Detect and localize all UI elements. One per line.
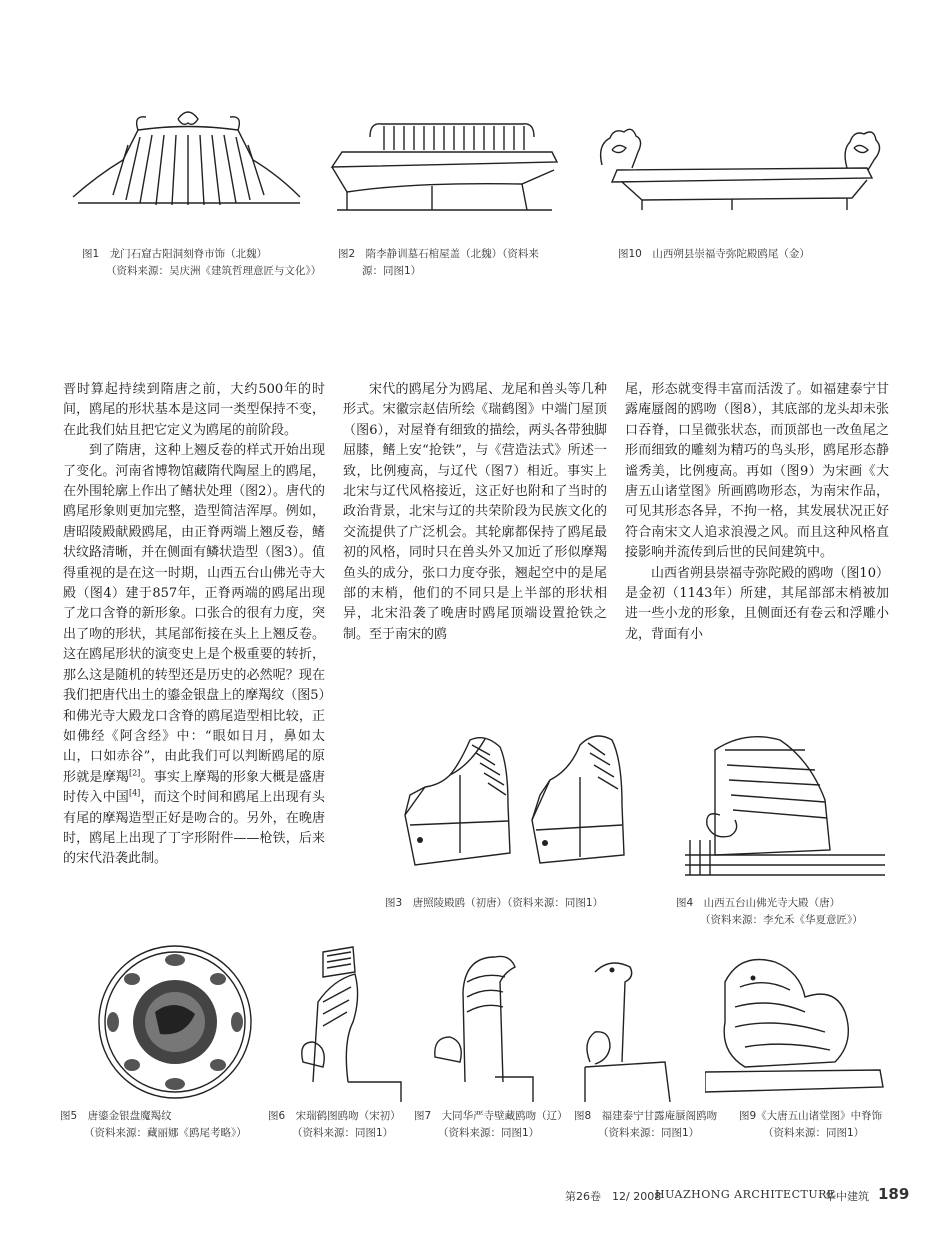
- figure-9-drawing: [705, 942, 885, 1102]
- figure-8-source: （资料来源：同图1）: [598, 1127, 700, 1139]
- page-number: 189: [878, 1185, 910, 1203]
- figure-3-title: 图3 唐照陵殿鸥（初唐）（资料来源：同图1）: [385, 897, 604, 909]
- figure-6: [293, 942, 403, 1102]
- figure-1-caption: [82, 246, 322, 280]
- paragraph-text: 。事实上摩羯的形象大概是盛唐时传入中国: [63, 769, 325, 806]
- figure-5-source: （资料来源：藏丽娜《鸥尾考略》）: [84, 1127, 247, 1139]
- figure-9: [705, 942, 885, 1102]
- figure-2-caption: [338, 246, 578, 280]
- paragraph: [63, 441, 325, 870]
- figure-9-caption: [739, 1108, 919, 1142]
- figure-6-source: （资料来源：同图1）: [292, 1127, 394, 1139]
- figure-4-title: 图4 山西五台山佛光寺大殿（唐）: [676, 897, 841, 909]
- figure-4-source: （资料来源：李允禾《华夏意匠》）: [700, 914, 863, 926]
- figure-2-title: 图2 隋李静训墓石棺屋盖（北魏）（资料来: [338, 248, 539, 260]
- figure-8-title: 图8 福建泰宁甘露庵蜃阁鸥吻: [574, 1110, 718, 1122]
- figure-5-title: 图5 唐鎏金银盘魔羯纹: [60, 1110, 172, 1122]
- figure-3: [400, 725, 640, 875]
- figure-4-drawing: [685, 730, 885, 880]
- reference-mark: [4]: [128, 788, 141, 798]
- figure-10: [592, 120, 887, 210]
- figure-7-caption: [414, 1108, 574, 1142]
- figure-7-title: 图7 大同华严寺壁藏鸥吻（辽）: [414, 1110, 568, 1122]
- footer-volume: 第26卷 12/ 2008: [565, 1190, 662, 1203]
- figure-2-drawing: [322, 112, 562, 217]
- figure-7: [425, 942, 535, 1102]
- figure-1-source: （资料来源：吴庆洲《建筑哲理意匠与文化》）: [106, 265, 322, 277]
- figure-8-drawing: [580, 952, 690, 1102]
- paragraph: 晋时算起持续到隋唐之前，大约500年的时间，鸥尾的形状基本是这同一类型保持不变，在此我们姑且把它定义为鸥尾的前阶段。: [63, 382, 325, 438]
- paragraph-text: 到了隋唐，这种上翘反卷的样式开始出现了变化。河南省博物馆藏隋代陶屋上的鸥尾，在外围轮廓上作出了鳍状处理（图2）。唐代的鸥尾形象则更加完整，造型简洁浑厚。例如，唐昭陵殿献殿鸥尾，由正脊两端上翘反卷，鳍状纹路清晰，并在侧面有鳞状造型（图3）。值得重视的是在这一时期，山西五台山佛光寺大殿（图4）建于857年，正脊两端的鸥尾出现了龙口含脊的新形象。口张合的很有力度，突出了吻的形状，其尾部衔接在头上上翘反卷。这在鸥尾形状的演变史上是个极重要的转折，那么这是随机的转型还是历史的必然呢？现在我们把唐代出土的鎏金银盘上的摩羯纹（图5）和佛光寺大殿龙口含脊的鸥尾造型相比较，正如佛经《阿含经》中：“眼如日月，鼻如太山，口如赤谷”，由此我们可以判断鸥尾的原形就是摩羯: [63, 443, 325, 785]
- paragraph-text: ，而这个时间和鸥尾上出现有头有尾的摩羯造型正好是吻合的。另外，在晚唐时，鸥尾上出现了丁字形附件——枪铁，后来的宋代沿袭此制。: [63, 790, 325, 867]
- figure-10-caption: [618, 246, 878, 263]
- figure-7-source: （资料来源：同图1）: [438, 1127, 540, 1139]
- figure-8: [580, 952, 690, 1102]
- figure-9-title: 图9《大唐五山诸堂图》中脊饰: [739, 1110, 883, 1122]
- footer-journal-name: HUAZHONG ARCHITECTURE: [655, 1188, 836, 1201]
- figure-10-drawing: [592, 120, 887, 210]
- figure-2: [322, 112, 562, 217]
- figure-8-caption: [574, 1108, 739, 1142]
- figure-9-source: （资料来源：同图1）: [763, 1127, 865, 1139]
- figure-4: [685, 730, 885, 880]
- reference-mark: [2]: [128, 768, 141, 778]
- paragraph: 宋代的鸥尾分为鸥尾、龙尾和兽头等几种形式。宋徽宗赵佶所绘《瑞鹤图》中端门屋顶（图6），对屋脊有细致的描绘，两头各带独脚屈膝，鳍上安“抢铁”，与《营造法式》所述一致，比例瘦高，与辽代（图7）相近。事实上北宋与辽代风格接近，这正好也附和了当时的政治背景，北宋与辽的共荣阶段为民族文化的交流提供了广泛机会。其轮廓都保持了鸥尾最初的风格，同时只在兽头外又加近了形似摩羯鱼头的成分，张口力度夺张，翘起空中的是尾部的末梢，他们的不同只是上半部的形状相异，北宋沿袭了晚唐时鸥尾顶端设置抢铁之制。至于南宋的鸥: [343, 382, 607, 642]
- page-footer: [0, 1180, 950, 1210]
- paragraph: 山西省朔县崇福寺弥陀殿的鸥吻（图10）是金初（1143年）所建，其尾部部末梢被加进一些小龙的形象，且侧面还有卷云和浮雕小龙，背面有小: [625, 565, 889, 642]
- figure-5-caption: [60, 1108, 275, 1142]
- figure-1-title: 图1 龙门石窟古阳洞刻脊市饰（北魏）: [82, 248, 268, 260]
- figure-1-drawing: [68, 105, 308, 210]
- footer-journal-name-cn: 华中建筑: [825, 1190, 869, 1203]
- text-column-1: [63, 380, 325, 870]
- figure-3-caption: [385, 895, 655, 912]
- paragraph: 尾，形态就变得丰富而活泼了。如福建泰宁甘露庵蜃阁的鸥吻（图8），其底部的龙头却未张口吞脊，口呈微张状态，而顶部也一改鱼尾之形而细致的雕刻为精巧的鸟头形，鸥尾形态静谧秀美，比例瘦高。再如（图9）为宋画《大唐五山诸堂图》所画鸥吻形态，为南宋作品，可见其形态各异，不拘一格，其发展状况正好符合南宋文人追求浪漫之风。而且这种风格直接影响并流传到后世的民间建筑中。: [625, 382, 889, 561]
- figure-2-source: 源：同图1）: [362, 265, 422, 277]
- figure-7-drawing: [425, 942, 535, 1102]
- figure-6-caption: [268, 1108, 418, 1142]
- figure-1: [68, 105, 308, 210]
- text-column-2: [343, 380, 607, 645]
- figure-6-drawing: [293, 942, 403, 1102]
- text-column-3: [625, 380, 889, 645]
- figure-5-drawing: [90, 942, 260, 1102]
- figure-5: [90, 942, 260, 1102]
- figure-3-drawing: [400, 725, 640, 875]
- figure-6-title: 图6 宋瑞鹤图鸥吻（宋初）: [268, 1110, 401, 1122]
- figure-10-title: 图10 山西朔县崇福寺弥陀殿鸥尾（金）: [618, 248, 810, 260]
- figure-4-caption: [676, 895, 906, 929]
